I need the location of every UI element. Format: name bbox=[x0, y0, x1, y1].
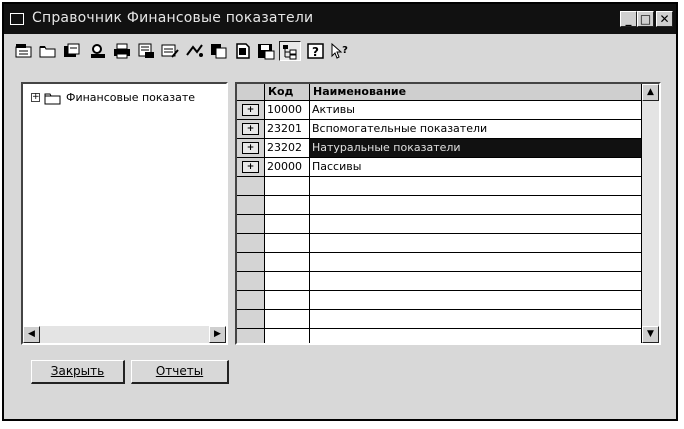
close-window-button[interactable]: ✕ bbox=[656, 11, 673, 27]
svg-text:?: ? bbox=[342, 45, 348, 56]
find-icon[interactable] bbox=[88, 41, 110, 61]
empty-cell[interactable] bbox=[265, 253, 310, 272]
empty-table-row[interactable] bbox=[237, 234, 642, 253]
empty-cell[interactable] bbox=[237, 177, 265, 196]
group-icon: + bbox=[242, 123, 259, 135]
window-title: Справочник Финансовые показатели bbox=[32, 10, 314, 26]
minimize-button[interactable]: _ bbox=[620, 11, 637, 27]
empty-cell[interactable] bbox=[237, 215, 265, 234]
empty-cell[interactable] bbox=[237, 234, 265, 253]
toolbar bbox=[4, 34, 676, 70]
cell-name[interactable]: Пассивы bbox=[310, 158, 642, 177]
row-header[interactable] bbox=[237, 120, 265, 139]
empty-cell[interactable] bbox=[265, 196, 310, 215]
empty-cell[interactable] bbox=[310, 272, 642, 291]
empty-table-row[interactable] bbox=[237, 329, 642, 345]
cell-code[interactable]: 20000 bbox=[265, 158, 310, 177]
table-row[interactable] bbox=[237, 158, 642, 177]
column-header-code[interactable]: Код bbox=[265, 84, 310, 101]
cell-name[interactable]: Вспомогательные показатели bbox=[310, 120, 642, 139]
row-header[interactable] bbox=[237, 101, 265, 120]
reports-button[interactable]: Отчеты bbox=[131, 360, 229, 384]
cell-code[interactable]: 23201 bbox=[265, 120, 310, 139]
folder-icon bbox=[44, 91, 62, 108]
main-window bbox=[2, 2, 678, 421]
empty-cell[interactable] bbox=[237, 329, 265, 345]
duplicate-icon[interactable] bbox=[208, 41, 230, 61]
title-bar bbox=[4, 4, 676, 34]
empty-cell[interactable] bbox=[310, 196, 642, 215]
scroll-up-button[interactable]: ▲ bbox=[642, 84, 659, 101]
copy-record-icon[interactable] bbox=[61, 41, 83, 61]
table-row[interactable] bbox=[237, 101, 642, 120]
empty-cell[interactable] bbox=[237, 291, 265, 310]
empty-cell[interactable] bbox=[265, 177, 310, 196]
empty-cell[interactable] bbox=[310, 253, 642, 272]
empty-cell[interactable] bbox=[237, 253, 265, 272]
column-header-name[interactable]: Наименование bbox=[310, 84, 642, 101]
close-button[interactable]: Закрыть bbox=[31, 360, 125, 384]
help-icon[interactable] bbox=[305, 41, 327, 61]
app-icon bbox=[10, 13, 24, 25]
tree-view-icon[interactable] bbox=[279, 41, 301, 61]
print-preview-icon[interactable] bbox=[135, 41, 157, 61]
tree-node-label: Финансовые показате bbox=[66, 91, 196, 104]
empty-table-row[interactable] bbox=[237, 272, 642, 291]
document-icon[interactable] bbox=[232, 41, 254, 61]
open-folder-icon[interactable] bbox=[37, 41, 59, 61]
cell-code[interactable]: 23202 bbox=[265, 139, 310, 158]
empty-cell[interactable] bbox=[310, 234, 642, 253]
horizontal-scrollbar[interactable] bbox=[23, 326, 226, 343]
empty-cell[interactable] bbox=[265, 329, 310, 345]
new-record-icon[interactable] bbox=[13, 41, 35, 61]
maximize-button[interactable]: □ bbox=[637, 11, 654, 27]
cell-name[interactable]: Натуральные показатели bbox=[310, 139, 642, 158]
cell-code[interactable]: 10000 bbox=[265, 101, 310, 120]
group-icon: + bbox=[242, 142, 259, 154]
move-icon[interactable] bbox=[184, 41, 206, 61]
cell-name[interactable]: Активы bbox=[310, 101, 642, 120]
scroll-right-button[interactable]: ▶ bbox=[209, 326, 226, 343]
empty-cell[interactable] bbox=[237, 310, 265, 329]
empty-cell[interactable] bbox=[310, 177, 642, 196]
empty-table-row[interactable] bbox=[237, 310, 642, 329]
print-icon[interactable] bbox=[111, 41, 133, 61]
empty-table-row[interactable] bbox=[237, 253, 642, 272]
empty-cell[interactable] bbox=[265, 215, 310, 234]
grid-corner bbox=[237, 84, 265, 101]
save-icon[interactable] bbox=[255, 41, 277, 61]
row-header[interactable] bbox=[237, 158, 265, 177]
svg-text:?: ? bbox=[312, 45, 319, 59]
empty-cell[interactable] bbox=[265, 291, 310, 310]
empty-table-row[interactable] bbox=[237, 196, 642, 215]
empty-cell[interactable] bbox=[310, 310, 642, 329]
empty-cell[interactable] bbox=[265, 234, 310, 253]
empty-table-row[interactable] bbox=[237, 291, 642, 310]
empty-table-row[interactable] bbox=[237, 177, 642, 196]
edit-icon[interactable] bbox=[159, 41, 181, 61]
empty-cell[interactable] bbox=[310, 329, 642, 345]
vertical-scrollbar[interactable] bbox=[642, 84, 659, 343]
scroll-down-button[interactable]: ▼ bbox=[642, 326, 659, 343]
scroll-left-button[interactable]: ◀ bbox=[23, 326, 40, 343]
data-grid bbox=[235, 82, 661, 345]
tree-panel bbox=[21, 82, 228, 345]
empty-cell[interactable] bbox=[265, 310, 310, 329]
empty-table-row[interactable] bbox=[237, 215, 642, 234]
table-row[interactable] bbox=[237, 120, 642, 139]
empty-cell[interactable] bbox=[237, 196, 265, 215]
tree-expander[interactable]: + bbox=[32, 92, 40, 102]
empty-cell[interactable] bbox=[310, 291, 642, 310]
empty-cell[interactable] bbox=[310, 215, 642, 234]
row-header[interactable] bbox=[237, 139, 265, 158]
context-help-icon[interactable] bbox=[329, 41, 351, 61]
group-icon: + bbox=[242, 161, 259, 173]
table-row-selected[interactable] bbox=[237, 139, 642, 158]
empty-cell[interactable] bbox=[265, 272, 310, 291]
group-icon: + bbox=[242, 104, 259, 116]
empty-cell[interactable] bbox=[237, 272, 265, 291]
